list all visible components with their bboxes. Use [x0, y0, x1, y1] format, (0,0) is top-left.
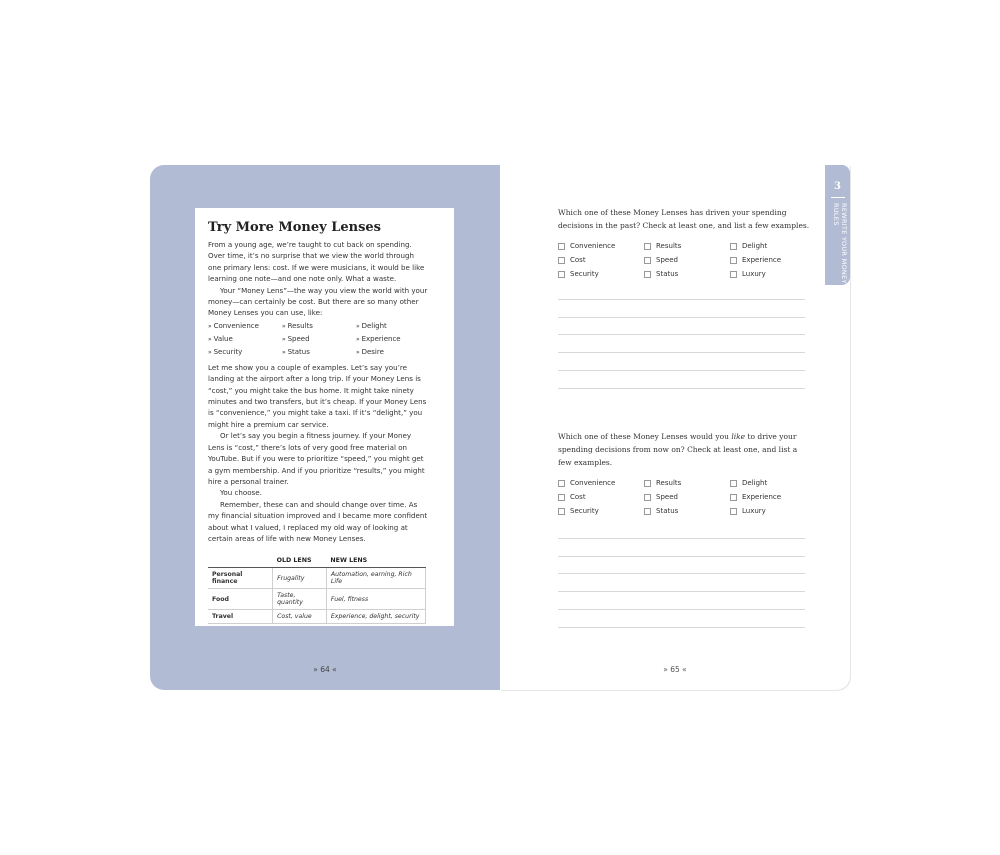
paragraph-5: You choose. — [220, 488, 262, 498]
paragraph-1: From a young age, we’re taught to cut back on spending. Over time, it’s no surprise that we view the world through one primary lens: cost. If we were musicians, it would be like learning one note—and one note only. What a waste. — [208, 240, 425, 284]
checkbox-icon[interactable] — [730, 243, 737, 250]
checkbox-icon[interactable] — [558, 271, 565, 278]
lens-item: » Results — [282, 320, 356, 333]
tab-divider — [831, 197, 845, 198]
table-row — [208, 589, 426, 610]
checkbox-icon[interactable] — [730, 271, 737, 278]
checkbox-option[interactable] — [730, 239, 816, 253]
checkbox-option[interactable] — [730, 267, 816, 281]
checkbox-option[interactable] — [558, 253, 644, 267]
checkbox-label: Cost — [570, 256, 586, 264]
checkbox-option[interactable] — [644, 490, 730, 504]
checkbox-label: Security — [570, 270, 599, 278]
checkbox-option[interactable] — [644, 239, 730, 253]
lens-item: » Security — [208, 346, 282, 359]
question-1: Which one of these Money Lenses has driven your spending decisions in the past? Check at least one, and list a few examples. — [558, 208, 810, 230]
checkbox-icon[interactable] — [730, 257, 737, 264]
checkbox-label: Cost — [570, 493, 586, 501]
checkbox-icon[interactable] — [644, 508, 651, 515]
table-header: NEW LENS — [326, 554, 425, 568]
paragraph-6: Remember, these can and should change over time. As my financial situation improved and I became more confident about what I valued, I replaced my old way of looking at certain areas of life with new Money Lenses. — [208, 499, 428, 543]
chapter-title: REWRITE YOUR MONEY RULES — [832, 203, 848, 284]
checkbox-icon[interactable] — [558, 508, 565, 515]
lens-item: » Delight — [356, 320, 430, 333]
lens-item: » Speed — [282, 333, 356, 346]
checkbox-option[interactable] — [644, 504, 730, 518]
paragraph-3: Let me show you a couple of examples. Let’s say you’re landing at the airport after a long trip. If your Money Lens is “cost,” you might take the bus home. It might take ninety minutes and two transfers, but it’s cheap. If your Money Lens is “convenience,” you might take a taxi. If it’s “delight,” you might hire a premium car service. — [208, 362, 427, 429]
checkbox-option[interactable] — [730, 504, 816, 518]
checkbox-label: Delight — [742, 479, 768, 487]
checkbox-option[interactable] — [558, 239, 644, 253]
question-2-text: Which one of these Money Lenses would you — [558, 432, 732, 441]
checkbox-icon[interactable] — [558, 243, 565, 250]
chapter-tab — [825, 165, 850, 285]
checkbox-option[interactable] — [558, 476, 644, 490]
table-row-label: Food — [208, 589, 273, 610]
table-cell: Automation, earning, Rich Life — [326, 568, 425, 589]
checkbox-label: Convenience — [570, 479, 616, 487]
checkbox-label: Results — [656, 242, 682, 250]
checkbox-label: Convenience — [570, 242, 616, 250]
checkbox-label: Speed — [656, 493, 678, 501]
table-cell: Frugality — [273, 568, 327, 589]
table-row-label: Travel — [208, 610, 273, 624]
checkbox-icon[interactable] — [558, 480, 565, 487]
checkbox-icon[interactable] — [558, 494, 565, 501]
left-page — [150, 165, 500, 690]
checkbox-group-1 — [558, 239, 816, 281]
checkbox-group-2 — [558, 476, 816, 518]
checkbox-option[interactable] — [558, 267, 644, 281]
checkbox-icon[interactable] — [644, 243, 651, 250]
table-cell: Taste, quantity — [273, 589, 327, 610]
checkbox-label: Delight — [742, 242, 768, 250]
checkbox-label: Experience — [742, 256, 782, 264]
lens-item: » Convenience — [208, 320, 282, 333]
lens-item: » Value — [208, 333, 282, 346]
checkbox-label: Status — [656, 507, 679, 515]
lens-item: » Status — [282, 346, 356, 359]
table-header: OLD LENS — [273, 554, 327, 568]
checkbox-option[interactable] — [558, 490, 644, 504]
checkbox-icon[interactable] — [644, 480, 651, 487]
writing-lines-1[interactable] — [558, 282, 805, 389]
checkbox-icon[interactable] — [644, 271, 651, 278]
checkbox-option[interactable] — [558, 504, 644, 518]
checkbox-label: Luxury — [742, 270, 766, 278]
card-title: Try More Money Lenses — [208, 220, 381, 235]
checkbox-label: Results — [656, 479, 682, 487]
table-cell: Cost, value — [273, 610, 327, 624]
paragraph-4: Or let’s say you begin a fitness journey. If your Money Lens is “cost,” there’s lots of very good free material on YouTube. But if you were to prioritize “speed,” you might get a gym membership. And if you prioritize “results,” you might hire a personal trainer. — [208, 431, 425, 486]
checkbox-option[interactable] — [730, 253, 816, 267]
money-lenses-card — [195, 208, 454, 626]
lens-item: » Desire — [356, 346, 430, 359]
checkbox-option[interactable] — [644, 476, 730, 490]
checkbox-icon[interactable] — [730, 508, 737, 515]
table-header — [208, 554, 273, 568]
checkbox-icon[interactable] — [730, 480, 737, 487]
page-number-left: » 64 « — [313, 665, 337, 674]
checkbox-label: Speed — [656, 256, 678, 264]
question-2 — [558, 430, 810, 469]
checkbox-label: Security — [570, 507, 599, 515]
checkbox-icon[interactable] — [644, 494, 651, 501]
chapter-number: 3 — [834, 181, 841, 192]
checkbox-label: Experience — [742, 493, 782, 501]
lens-comparison-table — [208, 554, 426, 624]
checkbox-label: Status — [656, 270, 679, 278]
checkbox-option[interactable] — [730, 490, 816, 504]
table-row-label: Personal finance — [208, 568, 273, 589]
checkbox-option[interactable] — [730, 476, 816, 490]
checkbox-icon[interactable] — [644, 257, 651, 264]
table-header-row — [208, 554, 426, 568]
table-row — [208, 568, 426, 589]
lens-item: » Experience — [356, 333, 430, 346]
table-cell: Experience, delight, security — [326, 610, 425, 624]
checkbox-label: Luxury — [742, 507, 766, 515]
table-row — [208, 610, 426, 624]
table-cell: Fuel, fitness — [326, 589, 425, 610]
checkbox-option[interactable] — [644, 253, 730, 267]
lens-list — [208, 320, 454, 359]
question-2-text-end: to drive your spending decisions from now on? Check at least one, and list a few examples. — [558, 432, 798, 467]
writing-lines-2[interactable] — [558, 521, 805, 628]
paragraph-2: Your “Money Lens”—the way you view the world with your money—can certainly be cost. But there are so many other Money Lenses you can use, like: — [208, 285, 428, 318]
page-number-right: » 65 « — [663, 665, 687, 674]
question-2-emphasis: like — [731, 432, 746, 441]
checkbox-option[interactable] — [644, 267, 730, 281]
checkbox-icon[interactable] — [730, 494, 737, 501]
checkbox-icon[interactable] — [558, 257, 565, 264]
right-page — [500, 165, 850, 690]
